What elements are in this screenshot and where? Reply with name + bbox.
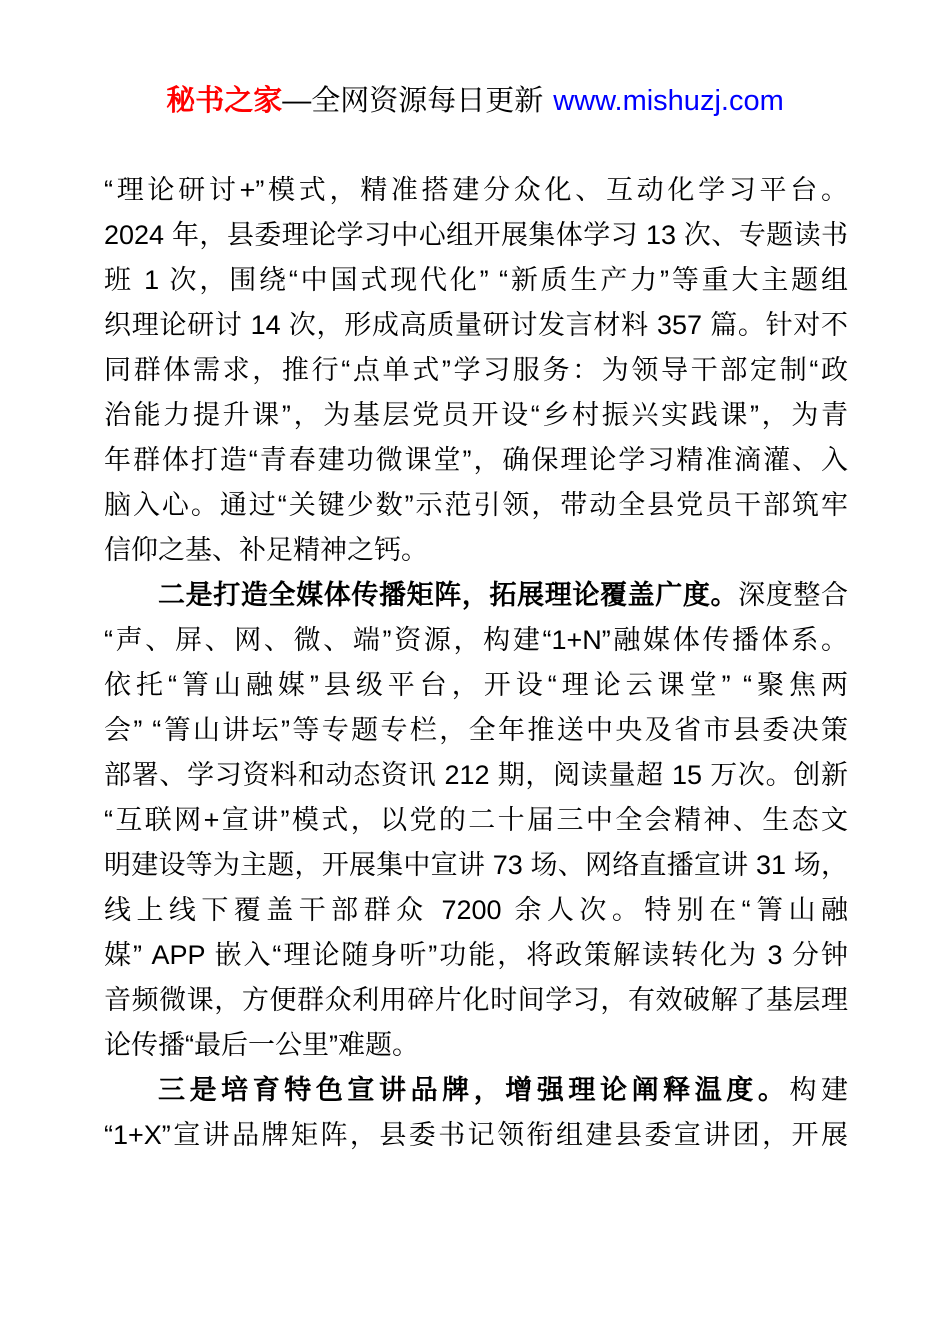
line-text: 脑入心。通过“关键少数”示范引领，带动全县党员干部筑牢 [104,490,848,520]
text-line [104,798,848,843]
text-line [104,528,848,573]
line-text: 会” “箐山讲坛”等专题专栏，全年推送中央及省市县委决策 [104,715,848,745]
site-tagline: —全网资源每日更新 [282,85,544,117]
line-text: 媒” APP 嵌入“理论随身听”功能，将政策解读转化为 3 分钟 [104,940,848,970]
text-line [104,663,848,708]
line-text: 深度整合 [738,580,848,610]
text-line [104,168,848,213]
bold-lead: 二是打造全媒体传播矩阵，拓展理论覆盖广度。 [158,580,739,610]
line-text: 织理论研讨 14 次，形成高质量研讨发言材料 357 篇。针对不 [104,310,848,340]
line-text: 音频微课，方便群众利用碎片化时间学习，有效破解了基层理 [104,985,848,1015]
site-brand: 秘书之家 [166,85,283,117]
text-line [104,618,848,663]
line-text: 部署、学习资料和动态资讯 212 期，阅读量超 15 万次。创新 [104,760,848,790]
line-text: 信仰之基、补足精神之钙。 [104,535,428,565]
line-text: 论传播“最后一公里”难题。 [104,1030,419,1060]
line-text: 2024 年，县委理论学习中心组开展集体学习 13 次、专题读书 [104,220,848,250]
text-line [104,888,848,933]
text-line [104,978,848,1023]
line-text: 线上线下覆盖干部群众 7200 余人次。特别在“箐山融 [104,895,848,925]
text-line [104,348,848,393]
text-line [104,933,848,978]
line-text: “互联网+宣讲”模式，以党的二十届三中全会精神、生态文 [104,805,848,835]
line-text: 明建设等为主题，开展集中宣讲 73 场、网络直播宣讲 31 场， [104,850,848,880]
text-line [104,708,848,753]
text-line [104,1023,848,1068]
line-text: 治能力提升课”，为基层党员开设“乡村振兴实践课”，为青 [104,400,848,430]
text-line [104,258,848,303]
text-line [104,753,848,798]
line-text: 同群体需求，推行“点单式”学习服务：为领导干部定制“政 [104,355,848,385]
text-line [104,1113,848,1158]
text-line [104,438,848,483]
text-line [104,483,848,528]
line-text: 依托“箐山融媒”县级平台，开设“理论云课堂” “聚焦两 [104,670,848,700]
text-line [104,303,848,348]
text-line [104,843,848,888]
site-header [0,80,950,122]
text-line [104,573,848,618]
line-text: 班 1 次，围绕“中国式现代化” “新质生产力”等重大主题组 [104,265,848,295]
line-text: “1+X”宣讲品牌矩阵，县委书记领衔组建县委宣讲团，开展 [104,1120,848,1150]
line-text: “理论研讨+”模式，精准搭建分众化、互动化学习平台。 [104,175,848,205]
site-url-link[interactable]: www.mishuzj.com [553,85,784,117]
bold-lead: 三是培育特色宣讲品牌，增强理论阐释温度。 [158,1075,790,1105]
line-text: 构建 [789,1075,848,1105]
line-text: “声、屏、网、微、端”资源，构建“1+N”融媒体传播体系。 [104,625,848,655]
text-line [104,213,848,258]
text-line [104,393,848,438]
document-body [104,168,848,1158]
line-text: 年群体打造“青春建功微课堂”，确保理论学习精准滴灌、入 [104,445,848,475]
text-line [104,1068,848,1113]
